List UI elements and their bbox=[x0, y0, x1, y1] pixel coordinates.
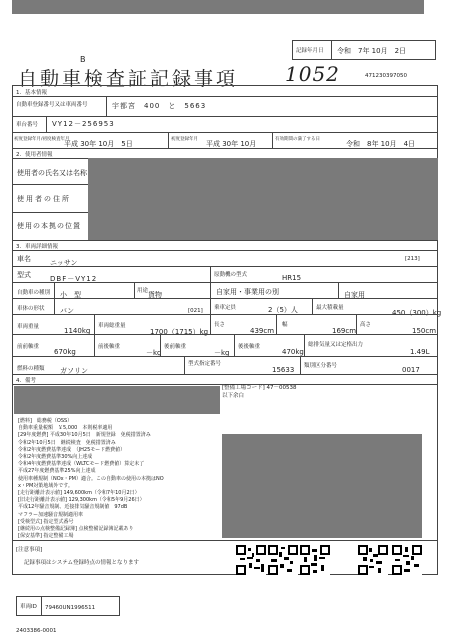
type-no-value: 15633 bbox=[272, 366, 295, 374]
kind-label: 自動車の種別 bbox=[17, 290, 51, 296]
displacement-value: 1.49L bbox=[410, 348, 430, 356]
use-type-value: 自家用 bbox=[344, 291, 365, 299]
use-type-label: 自家用・事業用の別 bbox=[216, 288, 279, 296]
body-value: バン bbox=[60, 307, 74, 315]
vin-label: 車台番号 bbox=[16, 122, 39, 128]
gross-label: 車両総重量 bbox=[98, 323, 126, 329]
record-date-value: 令和 7年 10月 2日 bbox=[337, 47, 407, 55]
maker-value: ニッサン bbox=[50, 259, 78, 267]
rf-axle-label: 後前軸重 bbox=[164, 344, 187, 350]
capacity-label: 乗車定員 bbox=[214, 305, 237, 311]
user-info-redaction bbox=[88, 158, 438, 240]
load-label: 最大積載量 bbox=[316, 305, 344, 311]
first-reg-value: 平成 30年 10月 5日 bbox=[64, 140, 133, 148]
expiry-value: 令和 8年 10月 4日 bbox=[346, 140, 416, 148]
engine-label: 原動機の型式 bbox=[214, 272, 248, 278]
qr-code-4 bbox=[358, 545, 388, 575]
ff-axle-label: 前前軸重 bbox=[17, 344, 40, 350]
ff-axle-value: 670kg bbox=[54, 348, 76, 356]
fr-axle-value: －kg bbox=[146, 349, 162, 357]
rr-axle-label: 後後軸重 bbox=[238, 344, 261, 350]
vehicle-id-box bbox=[16, 596, 120, 616]
document-title: 自動車検査証記録事項 bbox=[18, 68, 239, 90]
vehicle-id-label: 車両ID bbox=[20, 604, 37, 610]
height-label: 高さ bbox=[360, 322, 372, 328]
maker-label: 車名 bbox=[17, 255, 31, 263]
use-label: 用途 bbox=[137, 288, 149, 294]
class-no-value: 0017 bbox=[402, 366, 420, 374]
user-address-label: 使用者の住所 bbox=[17, 195, 71, 203]
width-label: 幅 bbox=[282, 322, 288, 328]
type-no-label: 型式指定番号 bbox=[188, 361, 222, 367]
rr-axle-value: 470kg bbox=[282, 348, 304, 356]
displacement-label: 総排気量又は定格出力 bbox=[308, 342, 364, 348]
fr-axle-label: 前後軸重 bbox=[98, 344, 121, 350]
class-no-label: 類別区分番号 bbox=[304, 363, 338, 369]
qr-code-2 bbox=[268, 545, 298, 575]
section4-title: 4．備考 bbox=[16, 378, 36, 384]
expiry-label: 有効期間の満了する日 bbox=[275, 137, 320, 142]
old-date-value: 平成 30年 10月 bbox=[206, 140, 257, 148]
footer-code: 2403386-0001 bbox=[16, 628, 57, 634]
notes-title: [注意事項] bbox=[16, 547, 43, 553]
model-value: DBF－VY12 bbox=[50, 275, 98, 283]
qr-code-3 bbox=[300, 545, 330, 575]
capacity-value: 2（5）人 bbox=[268, 306, 298, 314]
kind-value: 小 型 bbox=[60, 291, 81, 299]
workshop-code: [整備工場コード] 47－00538 bbox=[222, 385, 297, 391]
fuel-label: 燃料の種類 bbox=[17, 366, 45, 372]
engine-value: HR15 bbox=[282, 274, 302, 282]
reg-value: 宇都宮 400 と 5663 bbox=[112, 102, 207, 110]
redaction-bar bbox=[12, 0, 424, 14]
remarks-redaction bbox=[14, 386, 220, 414]
vin-value: VY12－256953 bbox=[52, 120, 115, 128]
remarks-end: 以下余白 bbox=[222, 393, 245, 399]
doc-number: 471230397050 bbox=[365, 73, 407, 79]
remarks-right-redaction bbox=[222, 434, 422, 538]
section3-title: 3．車両詳細情報 bbox=[16, 244, 58, 250]
load-value: 450（300）kg bbox=[392, 309, 442, 317]
model-label: 型式 bbox=[17, 271, 31, 279]
section2-title: 2．使用者情報 bbox=[16, 152, 53, 158]
handwritten-number: 1052 bbox=[285, 62, 340, 86]
body-code: [021] bbox=[188, 308, 203, 314]
gross-value: 1700（1715）kg bbox=[150, 328, 209, 336]
user-name-label: 使用者の氏名又は名称 bbox=[17, 169, 87, 177]
rf-axle-value: －kg bbox=[214, 349, 230, 357]
qr-code-1 bbox=[236, 545, 266, 575]
width-value: 169cm bbox=[332, 327, 357, 335]
qr-code-5 bbox=[392, 545, 422, 575]
remarks-left: [燃料] 総務税（OSS） 自動車重量税額 ￥5,000 本則税率適用 [29年度燃費] 平成30年10月5日 新規登録 免税措置済み 令和2年10月5日 継続検査 免税措置済み 令和2年度燃費基準達成 （JH25モード燃費値） 令和2年度燃費基準30%向上達成 令和4年度燃費基準達成（WLTCモード燃費値）算定未了 平成27年度燃費基準25%向上達成 使用車種規制（NOx・PM）適合。この自動車の使用の本拠はNO x・PM対策地域外です。 [走行距離計表示値] 149,600km（令和7年10月2日） [旧走行距離計表示値] 129,300km（令和5年9月26日） 平成12年騒音規制、近接排気騒音規制値 97dB マフラー加速騒音規制適用車 [受検型式] 指定型式番号 [継続用の点検整備記録簿] 点検整備記録簿記載あり [保安基準] 指定整備工場 bbox=[18, 418, 164, 540]
vehicle-id-value: 79460UN1996511 bbox=[45, 605, 96, 611]
mark-b: B bbox=[80, 55, 86, 64]
old-date-label: 初度登録年月 bbox=[171, 137, 198, 142]
notes-text: 記録事項はシステム登録時点の情報となります bbox=[24, 560, 139, 566]
section1-title: 1．基本情報 bbox=[16, 90, 47, 96]
length-value: 439cm bbox=[250, 327, 275, 335]
record-date-box bbox=[292, 40, 436, 60]
length-label: 長さ bbox=[214, 322, 226, 328]
first-reg-label: 初度登録年月/初度検査年月 bbox=[14, 137, 70, 142]
maker-code: [213] bbox=[405, 256, 420, 262]
reg-label: 自動車登録番号又は車両番号 bbox=[16, 102, 88, 108]
record-date-label: 記録年月日 bbox=[296, 48, 324, 54]
fuel-value: ガソリン bbox=[60, 367, 88, 375]
weight-value: 1140kg bbox=[64, 327, 91, 335]
body-label: 車体の形状 bbox=[17, 306, 45, 312]
height-value: 150cm bbox=[412, 327, 437, 335]
use-value: 貨物 bbox=[148, 291, 162, 299]
weight-label: 車両重量 bbox=[17, 324, 40, 330]
base-location-label: 使用の本拠の位置 bbox=[17, 222, 81, 230]
